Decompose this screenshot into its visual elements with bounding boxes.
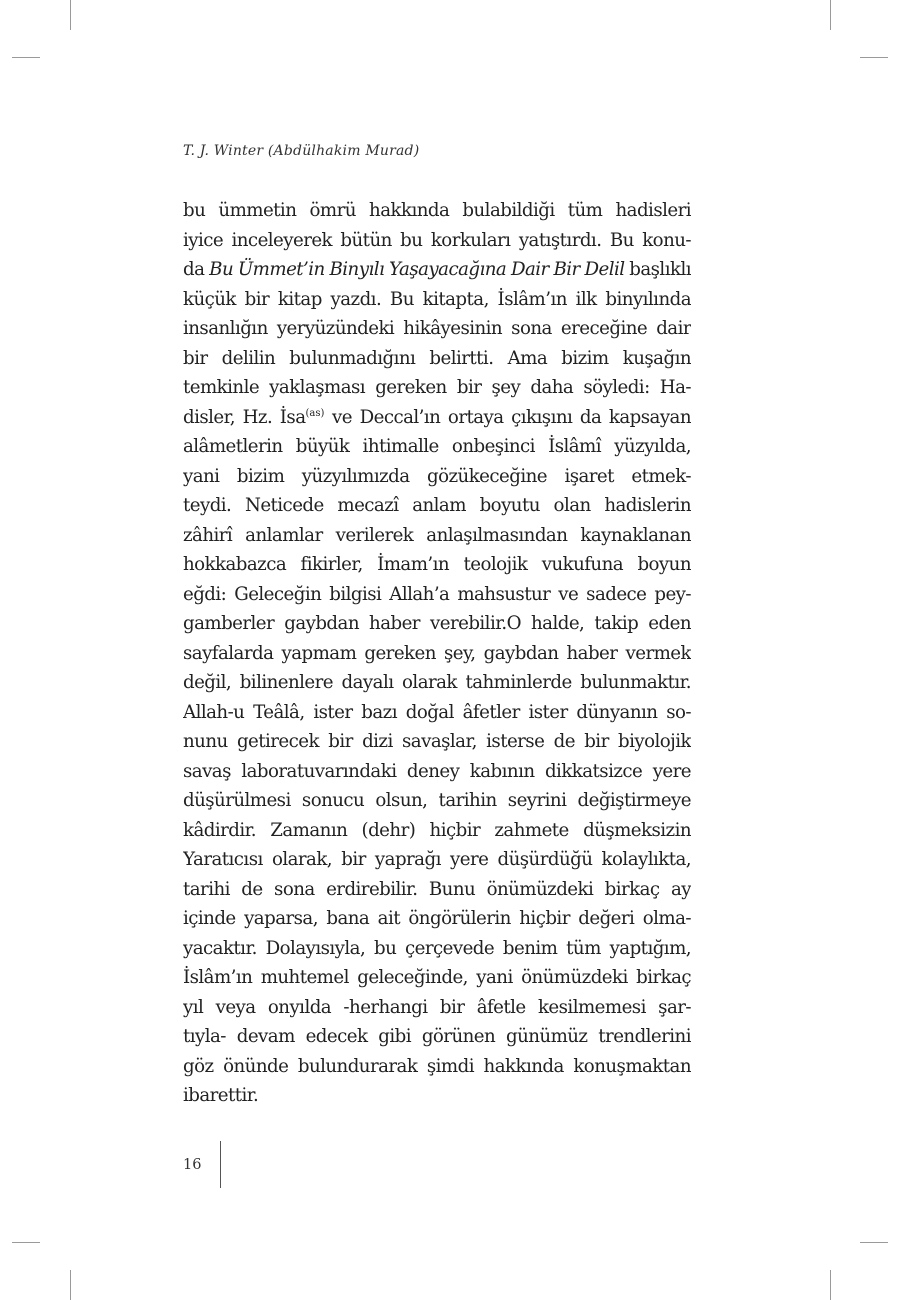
page-number: 16 [183,1157,202,1173]
running-header: T. J. Winter (Abdülhakim Murad) [183,143,420,159]
text-line: ibarettir. [183,1085,259,1106]
text-line: yani bizim yüzyılımızda gözükeceğine işaret etmek- [183,465,691,487]
honorific-superscript: (as) [305,407,325,419]
text-line: bu ümmetin ömrü hakkında bulabildiği tüm hadisleri [183,200,691,221]
text-line: insanlığın yeryüzündeki hikâyesinin sona ereceğine dair [183,318,691,339]
text-line: İslâm’ın muhtemel geleceğinde, yani önümüzdeki birkaç [183,967,691,988]
text-line: yacaktır. Dolayısıyla, bu çerçevede benim tüm yaptığım, [183,937,691,959]
text-segment: da [183,259,210,280]
text-line: nunu getirecek bir dizi savaşlar, isterse de bir biyolojik [183,731,691,752]
crop-mark-top-left-vertical [70,0,71,30]
text-line: alâmetlerin büyük ihtimalle onbeşinci İslâmî yüzyılda, [183,436,691,457]
text-line: hokkabazca fikirler, İmam’ın teolojik vukufuna boyun [183,554,691,575]
text-line: bir delilin bulunmadığını belirtti. Ama bizim kuşağın [183,347,691,369]
text-segment: disler, Hz. İsa [183,406,306,428]
text-line: sayfalarda yapmam gereken şey, gaybdan haber vermek [183,642,691,664]
body-paragraph [183,196,691,1111]
text-line: tıyla- devam edecek gibi görünen günümüz trendlerini [183,1026,691,1047]
crop-mark-top-left-horizontal [12,57,40,58]
text-line: içinde yaparsa, bana ait öngörülerin hiçbir değeri olma- [183,908,691,929]
text-segment: başlıklı [624,259,691,280]
text-line: kâdirdir. Zamanın (dehr) hiçbir zahmete düşmeksizin [183,819,691,841]
text-line: iyice inceleyerek bütün bu korkuları yatıştırdı. Bu konu- [183,229,691,251]
text-line: düşürülmesi sonucu olsun, tarihin seyrini değiştirmeye [183,790,691,811]
text-line: zâhirî anlamlar verilerek anlaşılmasından kaynaklanan [183,524,691,546]
text-line [183,403,691,433]
crop-mark-bottom-right-horizontal [860,1242,888,1243]
crop-mark-top-right-vertical [830,0,831,30]
text-line [183,255,691,285]
text-line: göz önünde bulundurarak şimdi hakkında konuşmaktan [183,1055,691,1077]
text-line: gamberler gaybdan haber verebilir.O halde, takip eden [183,613,691,634]
text-line: savaş laboratuvarındaki deney kabının dikkatsizce yere [183,760,691,782]
text-line: eğdi: Geleceğin bilgisi Allah’a mahsustur ve sadece pey- [183,583,691,605]
crop-mark-bottom-right-vertical [830,1270,831,1300]
crop-mark-top-right-horizontal [860,57,888,58]
text-line: değil, bilinenlere dayalı olarak tahminlerde bulunmaktır. [183,672,691,693]
page-number-rule [220,1141,221,1188]
text-line: küçük bir kitap yazdı. Bu kitapta, İslâm’ın ilk binyılında [183,288,691,310]
text-line: temkinle yaklaşması gereken bir şey daha söyledi: Ha- [183,377,691,398]
text-line: yıl veya onyılda -herhangi bir âfetle kesilmemesi şar- [183,996,691,1018]
text-line: Yaratıcısı olarak, bir yaprağı yere düşürdüğü kolaylıkta, [183,849,691,870]
crop-mark-bottom-left-vertical [70,1270,71,1300]
text-segment: ve Deccal’ın ortaya çıkışını da kapsayan [324,406,691,428]
crop-mark-bottom-left-horizontal [12,1242,40,1243]
text-line: Allah-u Teâlâ, ister bazı doğal âfetler ister dünyanın so- [183,701,691,723]
text-line: tarihi de sona erdirebilir. Bunu önümüzdeki birkaç ay [183,878,691,900]
text-line: teydi. Neticede mecazî anlam boyutu olan hadislerin [183,495,691,516]
book-title-italic: Bu Ümmet’in Binyılı Yaşayacağına Dair Bir Delil [209,259,625,280]
